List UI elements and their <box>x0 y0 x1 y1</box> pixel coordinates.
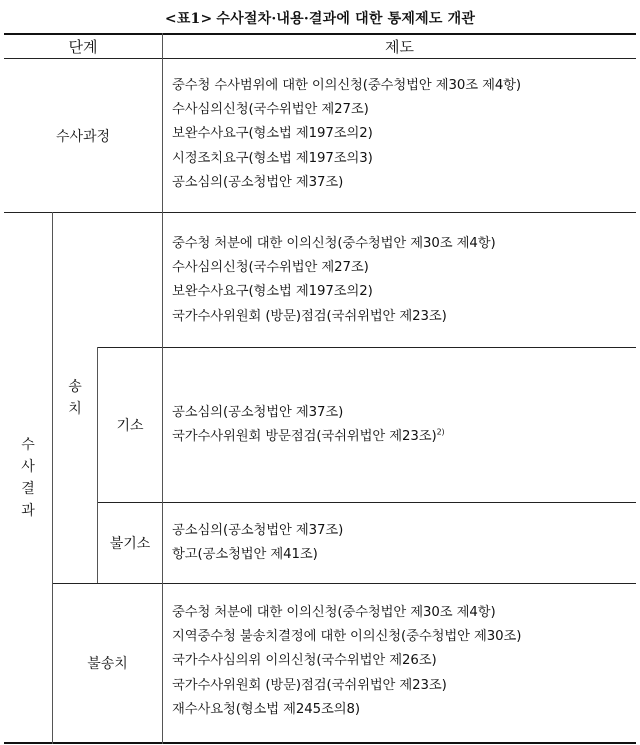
footnote-marker: 2) <box>436 427 445 437</box>
list-item: 중수청 처분에 대한 이의신청(중수청법안 제30조 제4항) <box>172 605 496 620</box>
list-item: 공소심의(공소청법안 제37조) <box>172 523 344 538</box>
stage-investigation-process: 수사과정 <box>55 128 111 145</box>
process-bottom-border <box>4 212 636 213</box>
list-item: 국가수사위원회 (방문)점검(국쉬위법안 제23조) <box>172 677 447 693</box>
stage-investigation-result: 수 사 결 과 <box>21 437 35 519</box>
general-bottom-border <box>97 347 636 348</box>
list-item: 공소심의(공소청법안 제37조) <box>172 174 344 190</box>
stage-column-divider <box>162 33 163 744</box>
list-item: 공소심의(공소청법안 제37조) <box>172 405 344 420</box>
non-indictment-list <box>172 519 343 567</box>
table-caption <box>0 8 640 28</box>
list-item: 국가수사심의위 이의신청(국수위법안 제26조) <box>172 653 437 669</box>
list-item: 국가수사위원회 (방문)점검(국쉬위법안 제23조) <box>172 308 447 324</box>
list-item: 보완수사요구(형소법 제197조의2) <box>172 126 373 142</box>
stage-indictment: 기소 <box>116 418 144 434</box>
list-item: 항고(공소청법안 제41조) <box>172 547 318 563</box>
stage-non-referral: 불송치 <box>87 656 128 672</box>
list-item: 수사심의신청(국수위법안 제27조) <box>172 260 369 276</box>
non-referral-list <box>172 601 521 722</box>
referral-general-list <box>172 232 496 329</box>
list-item: 국가수사위원회 방문점검(국쉬위법안 제23조)$^{2)}$ <box>172 427 445 445</box>
indictment-bottom-border <box>97 502 636 503</box>
stage-referral: 송 치 <box>68 379 82 417</box>
list-item: 중수청 처분에 대한 이의신청(중수청법안 제30조 제4항) <box>172 236 496 251</box>
list-item: 지역중수청 불송치결정에 대한 이의신청(중수청법안 제30조) <box>172 629 522 645</box>
caption-text: 수사절차·내용·결과에 대한 통제제도 개관 <box>216 11 476 27</box>
list-item: 수사심의신청(국수위법안 제27조) <box>172 102 369 118</box>
list-item: 시정조치요구(형소법 제197조의3) <box>172 150 373 166</box>
list-item: 보완수사요구(형소법 제197조의2) <box>172 284 373 300</box>
caption-label: <표1> <box>164 11 213 27</box>
list-item: 중수청 수사범위에 대한 이의신청(중수청법안 제30조 제4항) <box>172 78 522 93</box>
investigation-process-list <box>172 74 521 195</box>
list-item: 재수사요청(형소법 제245조의8) <box>172 701 360 717</box>
header-system: 제도 <box>385 37 414 56</box>
table-bottom-border <box>4 742 636 744</box>
indictment-list <box>172 401 445 449</box>
stage-non-indictment: 불기소 <box>109 536 151 552</box>
header-stage: 단계 <box>68 37 98 56</box>
